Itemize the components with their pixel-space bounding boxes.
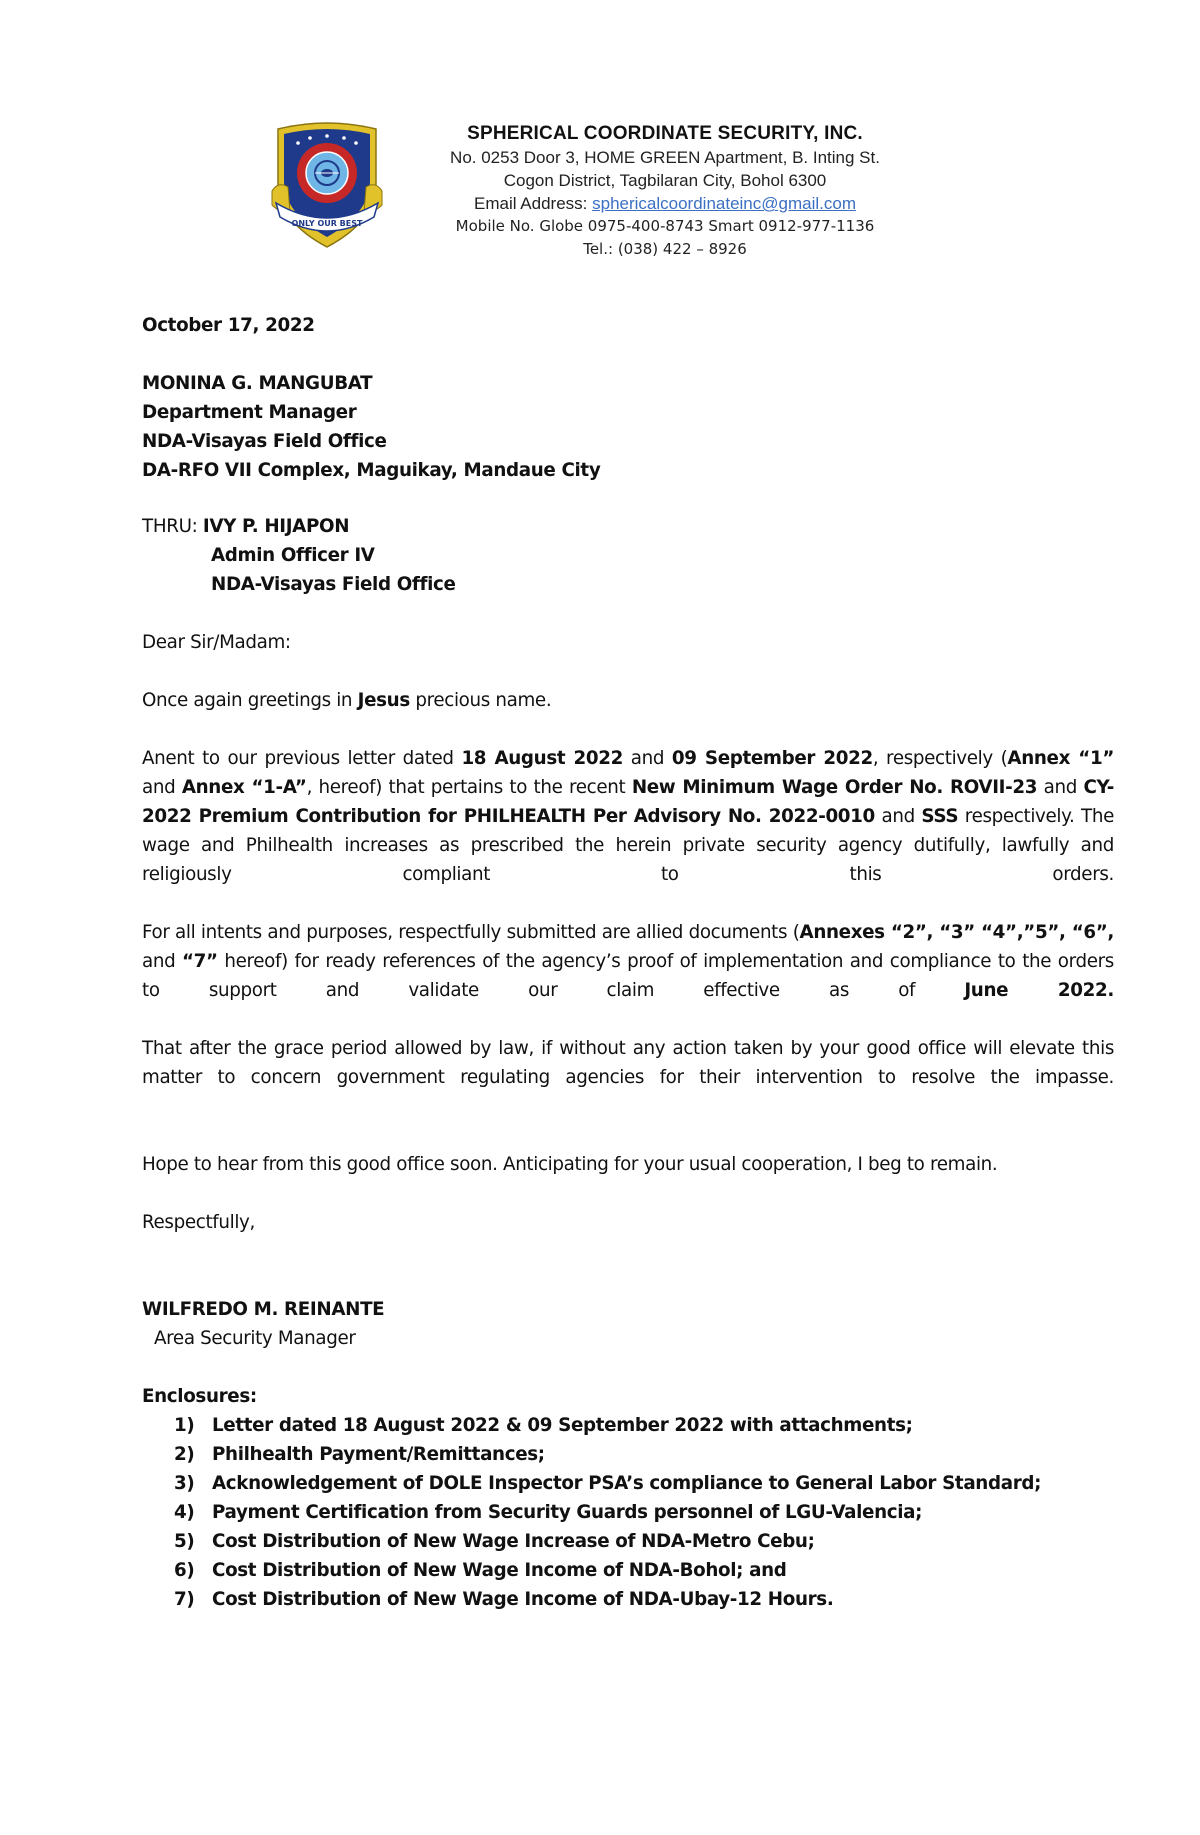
list-text: Letter dated 18 August 2022 & 09 September 2022 with attachments; (212, 1415, 913, 1436)
p1-text: and (142, 777, 182, 798)
recipient-office: NDA-Visayas Field Office (142, 431, 387, 452)
address-line-2: Cogon District, Tagbilaran City, Bohol 6300 (503, 171, 827, 190)
p2-bold: “7” (182, 951, 218, 972)
email-line (380, 192, 950, 215)
enclosures-block (142, 1382, 1114, 1614)
p1-text: Anent to our previous letter dated (142, 748, 462, 769)
p1-text: , respectively ( (872, 748, 1008, 769)
p1-bold: 09 September 2022 (671, 748, 873, 769)
recipient-address: DA-RFO VII Complex, Maguikay, Mandaue City (142, 460, 601, 481)
list-number: 3) (174, 1473, 195, 1494)
signatory-name: WILFREDO M. REINANTE (142, 1299, 385, 1320)
list-item (142, 1498, 1114, 1527)
email-label: Email Address: (474, 194, 593, 213)
company-logo-seal (268, 121, 386, 249)
list-text: Philhealth Payment/Remittances; (212, 1444, 545, 1465)
list-number: 4) (174, 1502, 195, 1523)
list-text: Cost Distribution of New Wage Income of NDA-Bohol; and (212, 1560, 787, 1581)
p2-bold: June 2022. (964, 980, 1114, 1001)
list-number: 5) (174, 1531, 195, 1552)
p1-text: and (1037, 777, 1084, 798)
p2-text: For all intents and purposes, respectfully submitted are allied documents ( (142, 922, 800, 943)
recipient-title: Department Manager (142, 402, 357, 423)
greeting-text: Once again greetings in (142, 690, 358, 711)
p1-bold: New Minimum Wage Order No. ROVII-23 (631, 777, 1038, 798)
letter-date: October 17, 2022 (142, 315, 315, 336)
recipient-name: MONINA G. MANGUBAT (142, 373, 373, 394)
p1-bold: CY-2022 Premium Contribution for PHILHEALTH Per Advisory No. 2022-0010 (142, 777, 1114, 827)
p1-bold: SSS (921, 806, 959, 827)
list-item (142, 1527, 1114, 1556)
thru-label: THRU: (142, 516, 203, 537)
paragraph-1 (142, 744, 1115, 885)
list-item (142, 1556, 1114, 1585)
list-item (142, 1411, 1114, 1440)
list-number: 6) (174, 1560, 195, 1581)
p1-bold: Annex “1” (1007, 748, 1115, 769)
list-text: Payment Certification from Security Guards personnel of LGU-Valencia; (212, 1502, 923, 1523)
paragraph-2 (142, 918, 1114, 1005)
p3-text: That after the grace period allowed by law, if without any action taken by your good office will elevate this matter to concern government regulating agencies for their intervention to resolve the impasse. (142, 1038, 1114, 1088)
enclosures-list (142, 1411, 1114, 1614)
p1-text: respectively. The wage and Philhealth increases as prescribed the herein private security agency dutifully, lawfully and religiously compliant to this orders. (142, 806, 1114, 885)
signatory-title: Area Security Manager (154, 1328, 356, 1349)
list-item (142, 1585, 1114, 1614)
thru-title: Admin Officer IV (211, 545, 375, 566)
list-text: Cost Distribution of New Wage Income of NDA-Ubay-12 Hours. (212, 1589, 834, 1610)
list-item (142, 1440, 1114, 1469)
list-number: 1) (174, 1415, 195, 1436)
p1-text: , hereof) that pertains to the recent (306, 777, 632, 798)
signatory-block (142, 1295, 1114, 1353)
greeting-paragraph (142, 686, 1114, 715)
list-number: 7) (174, 1589, 195, 1610)
greeting-text-end: precious name. (409, 690, 552, 711)
thru-office: NDA-Visayas Field Office (211, 574, 456, 595)
paragraph-3 (142, 1034, 1114, 1121)
list-item (142, 1469, 1114, 1498)
p1-text: and (874, 806, 922, 827)
p2-bold: Annexes “2”, “3” “4”,”5”, “6”, (799, 922, 1114, 943)
thru-name: IVY P. HIJAPON (202, 516, 350, 537)
company-name: SPHERICAL COORDINATE SECURITY, INC. (467, 123, 863, 144)
paragraph-4: Hope to hear from this good office soon. Anticipating for your usual cooperation, I beg to remain. (142, 1154, 998, 1175)
tel-line: Tel.: (038) 422 – 8926 (583, 240, 747, 258)
svg-text:ONLY OUR BEST: ONLY OUR BEST (291, 219, 363, 228)
p1-bold: 18 August 2022 (461, 748, 624, 769)
p2-text: hereof) for ready references of the agency’s proof of implementation and compliance to the orders to support and validate our claim effective as of (142, 951, 1114, 1001)
email-link[interactable]: sphericalcoordinateinc@gmail.com (592, 194, 856, 213)
p1-text: and (623, 748, 672, 769)
letterhead (380, 122, 950, 261)
mobile-line: Mobile No. Globe 0975-400-8743 Smart 0912-977-1136 (455, 217, 875, 235)
list-text: Cost Distribution of New Wage Increase of NDA-Metro Cebu; (212, 1531, 815, 1552)
closing: Respectfully, (142, 1212, 255, 1233)
greeting-bold: Jesus (357, 690, 410, 711)
list-number: 2) (174, 1444, 195, 1465)
list-text: Acknowledgement of DOLE Inspector PSA’s compliance to General Labor Standard; (212, 1473, 1042, 1494)
thru-block (142, 512, 1114, 599)
salutation: Dear Sir/Madam: (142, 632, 291, 653)
address-line-1: No. 0253 Door 3, HOME GREEN Apartment, B. Inting St. (450, 148, 880, 167)
p2-text: and (142, 951, 183, 972)
recipient-block (142, 369, 1114, 485)
p1-bold: Annex “1-A” (181, 777, 307, 798)
enclosures-heading: Enclosures: (142, 1386, 257, 1407)
